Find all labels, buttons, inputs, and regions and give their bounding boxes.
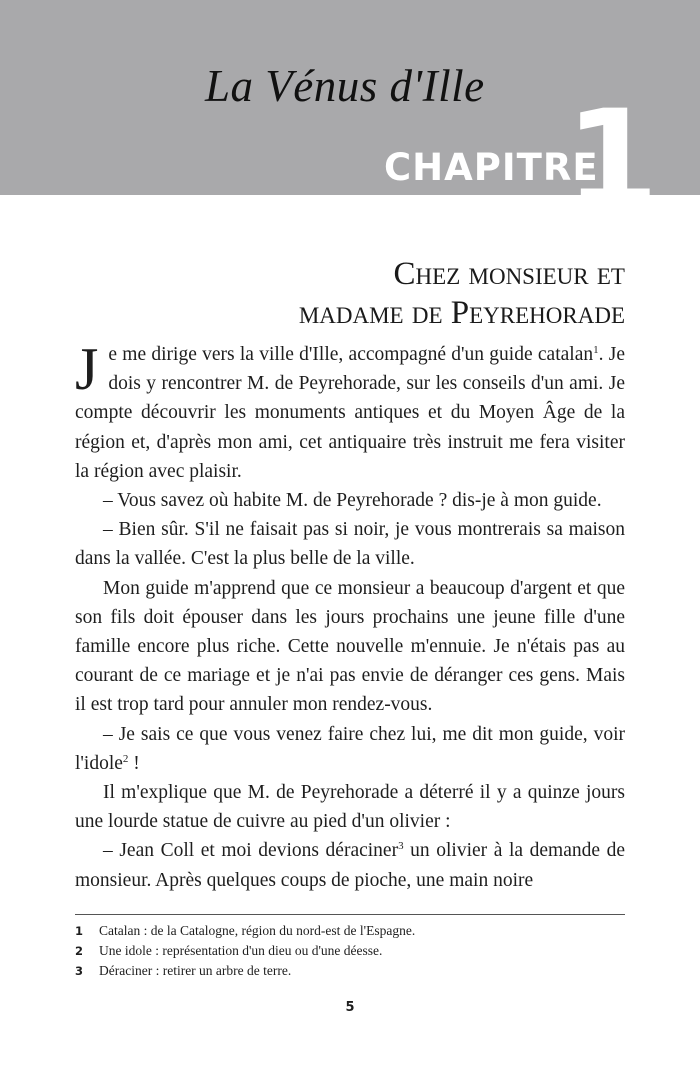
paragraph-text: un olivier à la demande de monsieur. Après quelques coups de pioche, une main noire bbox=[75, 840, 625, 891]
footnotes bbox=[75, 921, 635, 981]
footnote-number: 2 bbox=[75, 944, 84, 958]
chapter-label: CHAPITRE bbox=[384, 146, 599, 189]
footnote-text: Catalan : de la Catalogne, région du nord-est de l'Espagne. bbox=[99, 923, 416, 938]
footnote-ref-3: 3 bbox=[398, 840, 404, 853]
paragraph-text: – Je sais ce que vous venez faire chez lui, me dit mon guide, voir l'idole bbox=[75, 723, 625, 774]
chapter-title bbox=[299, 255, 625, 333]
footnote-text: Déraciner : retirer un arbre de terre. bbox=[99, 963, 292, 978]
page-number: 5 bbox=[345, 1000, 355, 1015]
footnote-number: 1 bbox=[75, 924, 84, 938]
footnote-number: 3 bbox=[75, 964, 84, 978]
chapter-title-line-1: Chez monsieur et bbox=[393, 256, 625, 292]
paragraph-text: ! bbox=[128, 752, 140, 774]
paragraph: – Vous savez où habite M. de Peyrehorade ? dis-je à mon guide. bbox=[103, 490, 602, 512]
paragraph bbox=[75, 336, 625, 486]
paragraph-text: . Je dois y rencontrer M. de Peyrehorade, sur les conseils d'un ami. Je compte découvrir les monuments antiques et du Moyen Âge de la région et, d'après mon ami, cet antiquaire très instruit me fera visiter la région avec plaisir. bbox=[75, 344, 625, 482]
footnote-text: Une idole : représentation d'un dieu ou d'une déesse. bbox=[99, 943, 383, 958]
footnote-item bbox=[75, 941, 635, 961]
paragraph-text: e me dirige vers la ville d'Ille, accompagné d'un guide catalan bbox=[108, 344, 594, 365]
paragraph bbox=[75, 836, 625, 894]
footnote-ref-2: 2 bbox=[122, 752, 129, 765]
chapter-title-line-2: madame de Peyrehorade bbox=[298, 295, 625, 331]
paragraph bbox=[75, 720, 625, 778]
chapter-header-band bbox=[0, 0, 700, 238]
body-text bbox=[75, 336, 625, 895]
footnote-item bbox=[75, 921, 635, 941]
paragraph: Il m'explique que M. de Peyrehorade a déterré il y a quinze jours une lourde statue de cuivre au pied d'un olivier : bbox=[75, 782, 625, 833]
footnote-ref-1: 1 bbox=[593, 344, 599, 356]
footnote-divider bbox=[75, 914, 625, 915]
paragraph: – Bien sûr. S'il ne faisait pas si noir, je vous montrerais sa maison dans la vallée. C'est la plus belle de la ville. bbox=[75, 519, 625, 570]
book-title: La Vénus d'Ille bbox=[205, 61, 485, 111]
paragraph: Mon guide m'apprend que ce monsieur a beaucoup d'argent et que son fils doit épouser dans les jours prochains une jeune fille d'une famille encore plus riche. Cette nouvelle m'ennuie. Je n'étais pas au courant de ce mariage et je n'ai pas envie de déranger ces gens. Mais il est trop tard pour annuler mon rendez-vous. bbox=[75, 577, 625, 716]
drop-cap: J bbox=[75, 336, 99, 402]
footnote-item bbox=[75, 961, 635, 981]
paragraph-text: – Jean Coll et moi devions déraciner bbox=[103, 840, 399, 862]
chapter-number: 1 bbox=[565, 81, 659, 238]
